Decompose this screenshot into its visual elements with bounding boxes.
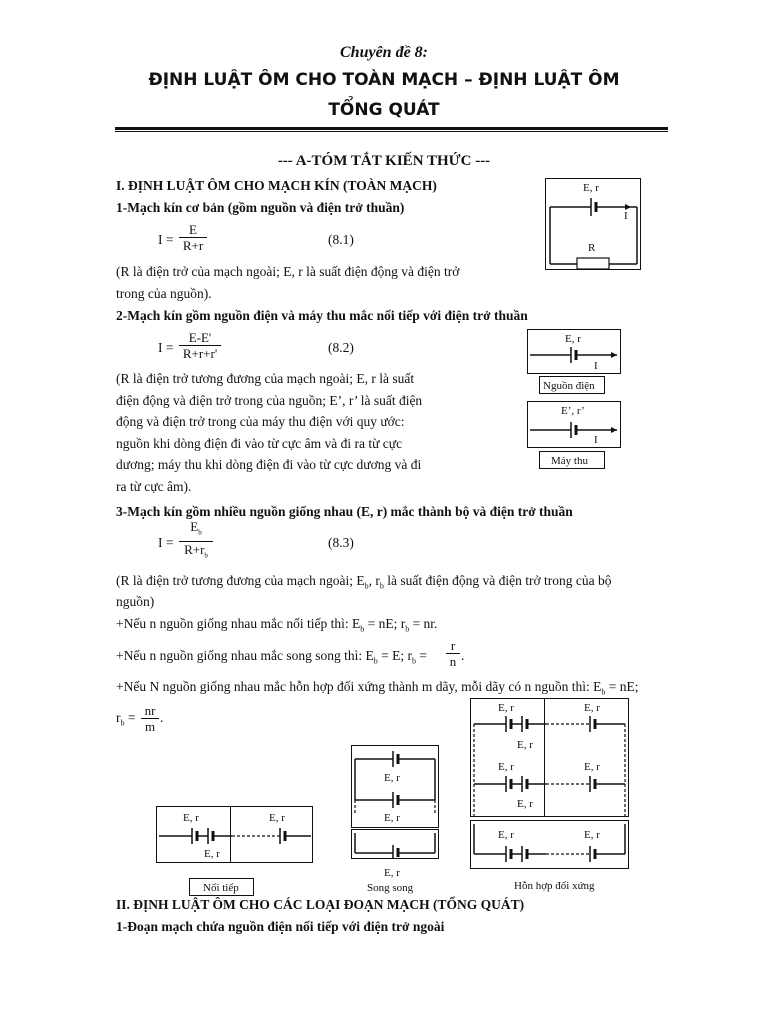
receiver-diagram	[527, 401, 621, 469]
eq3-label: (8.3)	[328, 535, 354, 550]
case3b-end: .	[160, 710, 164, 725]
part1-sub2: 2-Mạch kín gồm nguồn điện và máy thu mắc nối tiếp với điện trở thuần	[116, 308, 528, 323]
series-caption: Nối tiếp	[203, 882, 239, 894]
receiver-label: E’, r’	[561, 405, 585, 417]
title-rule	[115, 127, 668, 130]
part1-sub3: 3-Mạch kín gồm nhiều nguồn giống nhau (E, r) mắc thành bộ và điện trở thuần	[116, 504, 573, 519]
case3b-lhs: $r_b$ =	[116, 710, 136, 728]
source-label: E, r	[565, 333, 581, 345]
mixed-label-4: E, r	[498, 761, 514, 773]
parallel-diagram	[351, 745, 439, 897]
circuit1-diagram	[545, 178, 641, 270]
eq3-numerator-sub: b	[198, 528, 202, 537]
case3b-denominator: m	[144, 719, 156, 734]
case-parallel: +Nếu n nguồn giống nhau mắc song song thì: $E_b = E$; $r_b$ =	[116, 648, 427, 666]
eq3-numerator: E	[190, 519, 199, 534]
title-rule-thin	[115, 131, 668, 132]
case2-fraction	[446, 638, 460, 669]
mixed-caption: Hỗn hợp đối xứng	[514, 880, 595, 892]
source-diagram	[527, 329, 621, 395]
section-a-heading: --- A-TÓM TẮT KIẾN THỨC ---	[277, 153, 491, 169]
eq3-denominator: R+r	[184, 541, 205, 557]
mixed-label-7: E, r	[498, 829, 514, 841]
part2-heading: II. ĐỊNH LUẬT ÔM CHO CÁC LOẠI ĐOẠN MẠCH (TỔNG QUÁT)	[116, 897, 525, 912]
case2-numerator: r	[446, 638, 460, 654]
circuit1-current-label: I	[624, 210, 628, 222]
note2-line: nguồn khi dòng điện đi vào từ cực âm và đi ra từ cực	[116, 435, 403, 451]
parallel-label-1: E, r	[384, 772, 400, 784]
mixed-label-2: E, r	[584, 702, 600, 714]
mixed-label-3: E, r	[517, 739, 533, 751]
case-series: +Nếu n nguồn giống nhau mắc nối tiếp thì: $E_b$ = nE; $r_b$ = nr.	[116, 616, 438, 634]
mixed-label-8: E, r	[584, 829, 600, 841]
note2-line: (R là điện trở tương đương của mạch ngoài; E, r là suất	[116, 371, 415, 386]
case2-denominator: n	[449, 654, 457, 669]
eq3-lhs: I =	[158, 535, 174, 550]
note1-line2: trong của nguồn).	[116, 286, 212, 301]
mixed-diagram	[470, 698, 630, 896]
eq2-lhs: I =	[158, 340, 174, 355]
case2-end: .	[461, 648, 465, 663]
source-current-label: I	[594, 360, 598, 372]
mixed-label-1: E, r	[498, 702, 514, 714]
eq2-label: (8.2)	[328, 340, 354, 355]
case3b-fraction	[141, 703, 159, 734]
case-mixed: +Nếu N nguồn giống nhau mắc hỗn hợp đối xứng thành m dãy, mỗi dãy có n nguồn thì: $E_b$ = nE;	[116, 679, 639, 697]
eq1-denominator: R+r	[182, 238, 204, 253]
note2-line: động và điện trở trong của máy thu điện với quy ước:	[116, 414, 405, 429]
eq1-label: (8.1)	[328, 232, 354, 247]
eq1-numerator: E	[179, 222, 207, 238]
receiver-caption: Máy thu	[551, 455, 588, 467]
circuit1-source-label: E, r	[583, 182, 599, 194]
chapter-title-line2: TỔNG QUÁT	[328, 100, 440, 120]
note3-line2: nguồn)	[116, 594, 155, 609]
mixed-label-6: E, r	[517, 798, 533, 810]
eq2-numerator: E-E'	[179, 330, 221, 346]
chapter-label: Chuyên đề 8:	[340, 44, 428, 61]
receiver-current-label: I	[594, 434, 598, 446]
note1-line1: (R là điện trở của mạch ngoài; E, r là suất điện động và điện trở	[116, 264, 460, 279]
note2-line: ra từ cực âm).	[116, 478, 192, 494]
series-label-1: E, r	[183, 812, 199, 824]
part1-sub1: 1-Mạch kín cơ bản (gồm nguồn và điện trở thuần)	[116, 200, 405, 215]
parallel-label-3: E, r	[384, 867, 400, 879]
case3b-numerator: nr	[141, 703, 159, 719]
eq1-fraction	[179, 222, 207, 253]
part1-heading: I. ĐỊNH LUẬT ÔM CHO MẠCH KÍN (TOÀN MẠCH)	[116, 178, 437, 193]
eq2-denominator: R+r+r'	[182, 346, 218, 361]
eq1-lhs: I =	[158, 232, 174, 247]
chapter-title-line1: ĐỊNH LUẬT ÔM CHO TOÀN MẠCH – ĐỊNH LUẬT ÔM	[148, 70, 620, 90]
source-caption: Nguồn điện	[543, 380, 595, 392]
series-label-2: E, r	[269, 812, 285, 824]
mixed-label-5: E, r	[584, 761, 600, 773]
parallel-label-2: E, r	[384, 812, 400, 824]
note3-line1: (R là điện trở tương đương của mạch ngoài; $E_b$, $r_b$ là suất điện động và điện trở trong của bộ	[116, 573, 612, 591]
parallel-caption: Song song	[367, 882, 414, 894]
note2-line: điện động và điện trở trong của nguồn; E’, r’ là suất điện	[116, 392, 423, 408]
eq2-fraction	[179, 330, 221, 361]
part2-sub1: 1-Đoạn mạch chứa nguồn điện nối tiếp với điện trở ngoài	[116, 919, 445, 934]
eq3-fraction	[179, 519, 213, 563]
eq3-denominator-sub: b	[204, 551, 208, 560]
series-label-3: E, r	[204, 848, 220, 860]
note2-paragraph	[116, 368, 447, 497]
circuit1-resistor-label: R	[588, 242, 596, 254]
series-diagram	[156, 806, 314, 896]
note2-line: dương; máy thu khi dòng điện đi vào từ cực dương và đi	[116, 457, 422, 472]
